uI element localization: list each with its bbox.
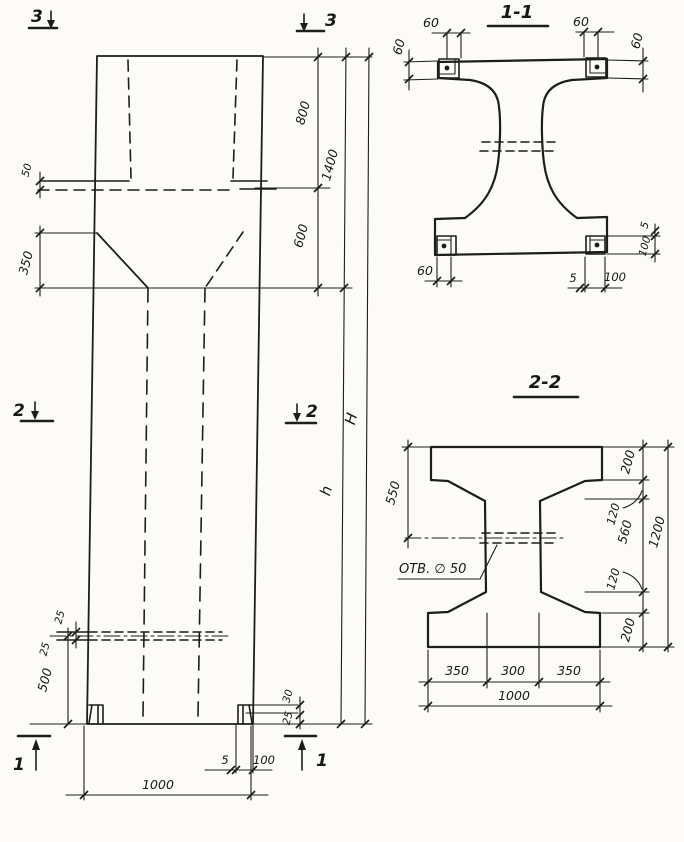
dim-hole-bottom: 25 (37, 641, 53, 658)
section-1-1-embedded-plates (437, 58, 606, 255)
section-mark-3-left (29, 7, 57, 29)
section-1-1-top-flange (438, 59, 607, 80)
section-1-1-dim-bottom-plate: 100 (604, 270, 626, 284)
section-2-2-dim-total-height: 1200 (645, 514, 669, 550)
dim-base-plate-gap: 5 (221, 753, 229, 767)
section-2-2-dim-to-hole-center: 550 (382, 479, 403, 507)
dim-base-plate-width: 100 (253, 753, 275, 767)
dim-ledge-thickness: 50 (19, 162, 35, 179)
column-outline (87, 56, 263, 724)
section-mark-2-right (286, 402, 318, 423)
section-mark-1-right (285, 736, 328, 771)
dim-total-height: H (341, 410, 362, 427)
section-1-1-dim-bottom-left: 60 (417, 263, 433, 278)
section-2-2-dim-left-segment: 350 (445, 663, 469, 678)
section-1-1-dim-top-left-h: 60 (423, 15, 439, 30)
section-1-1-title: 1-1 (500, 2, 534, 23)
section-1-1-dim-top-right-v: 60 (627, 31, 646, 51)
section-mark-1-left (13, 736, 50, 775)
section-1-1-dim-top-right-h: 60 (573, 14, 589, 29)
section-2-2-dim-web-width: 300 (501, 663, 525, 678)
dim-plate-offset-bottom: 25 (280, 710, 296, 727)
section-1-1-web-left (465, 80, 500, 218)
section-1-1-hole-hidden (480, 142, 558, 151)
section-1-1-dim-top-left-v: 60 (389, 37, 408, 57)
section-1-1-dim-bottom-gap: 5 (569, 271, 577, 285)
section-1-1-dim-right-plate: 100 (636, 234, 654, 258)
base-plate-left (89, 705, 103, 723)
dim-plate-offset-top: 30 (280, 688, 296, 705)
capital-hidden-line-right (233, 60, 237, 178)
section-2-2-title: 2-2 (528, 372, 562, 393)
section-2-2-dim-haunch-top: 120 (603, 501, 623, 527)
section-2-2-leader-120-bottom (623, 572, 642, 589)
taper-diagonal-hidden (205, 232, 243, 288)
taper-diagonal-solid (97, 233, 148, 288)
section-mark-3-right (297, 11, 337, 32)
section-mark-2-right-label: 2 (306, 402, 318, 422)
dim-shaft-height: h (316, 483, 337, 498)
dim-cap-height: 800 (292, 99, 313, 127)
section-1-1-view (389, 2, 660, 292)
section-mark-3-left-label: 3 (31, 7, 43, 27)
capital-hidden-line-left (128, 60, 131, 178)
section-1-1-dim-right-gap: 5 (638, 220, 652, 231)
section-1-1-web-right (542, 80, 577, 218)
section-2-2-dim-web-clear: 560 (614, 518, 635, 546)
section-mark-1-left-label: 1 (13, 755, 25, 775)
dim-column-width: 1000 (142, 777, 174, 792)
section-2-2-dim-right-segment: 350 (557, 663, 581, 678)
section-2-2-hole-label: ОТВ. ∅ 50 (399, 562, 467, 577)
section-1-1-bottom-flange (435, 217, 607, 255)
web-hidden-line-right (198, 288, 205, 716)
section-mark-3-right-label: 3 (325, 11, 337, 31)
section-mark-2-left (13, 401, 53, 421)
section-2-2-dim-haunch-bottom: 120 (603, 566, 623, 592)
section-2-2-dim-bottom-flange: 200 (617, 616, 638, 644)
dim-cap-total: 1400 (318, 147, 342, 183)
section-2-2-outline (428, 447, 602, 647)
dimension-lines (37, 48, 369, 795)
dim-hole-elevation: 500 (34, 666, 55, 694)
web-hidden-line-left (143, 288, 148, 716)
base-plate-right (238, 705, 252, 723)
elevation-view (13, 7, 373, 800)
section-mark-1-right-label: 1 (316, 751, 328, 771)
section-2-2-dim-top-flange: 200 (617, 448, 638, 476)
dim-transition: 600 (290, 222, 311, 250)
dim-hole-top: 25 (52, 609, 68, 626)
section-mark-2-left-label: 2 (13, 401, 25, 421)
section-2-2-dim-total-width: 1000 (498, 688, 530, 703)
dim-taper-height: 350 (15, 249, 36, 277)
section-2-2-view (382, 372, 674, 712)
